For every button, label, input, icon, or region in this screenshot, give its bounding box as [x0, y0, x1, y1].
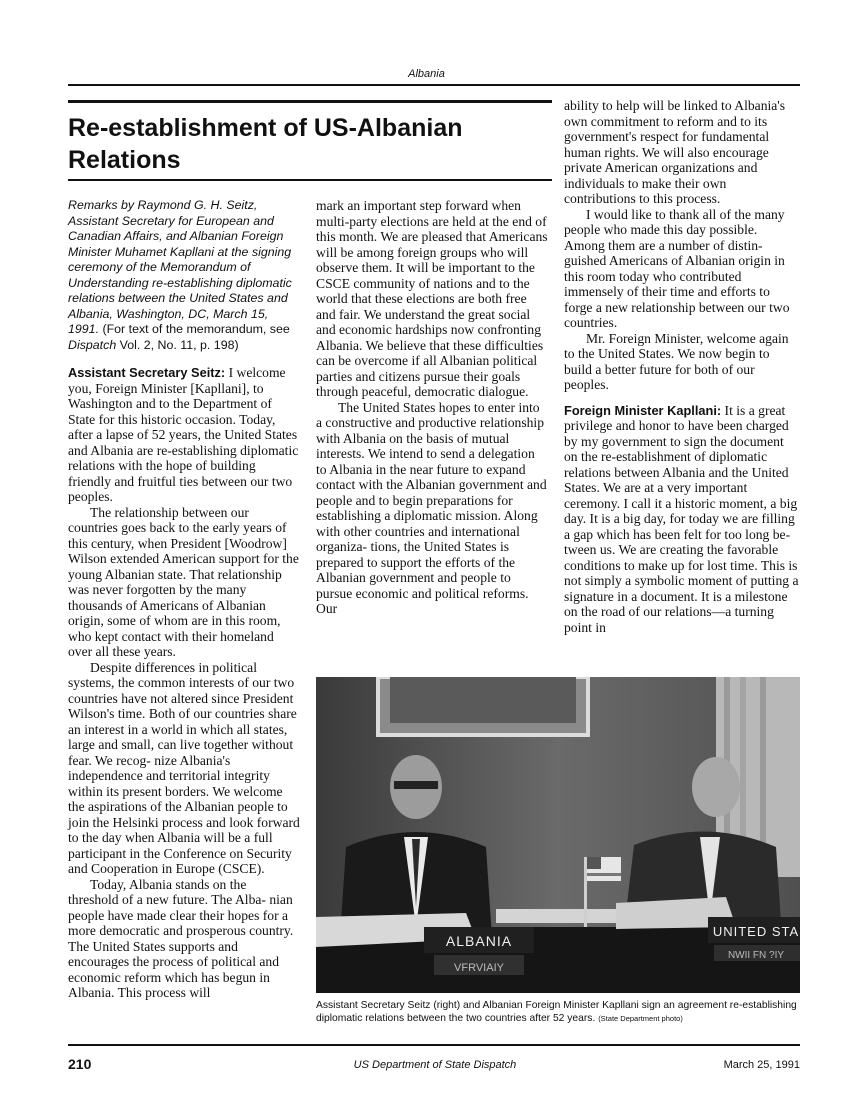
paragraph: The relationship between our countries goes back to the early years of this century, when President [Woodrow] Wilson extended American support for the young Albanian state. That relationship was never forgotten by the many thousands of Americans of Albanian origin, some of whom are in this room, who kept contact with their homeland over all these years. — [68, 504, 299, 659]
placard-albania-sub: VFRVIAIY — [454, 962, 504, 974]
footer-rule — [68, 1044, 800, 1046]
column-3 — [564, 98, 800, 635]
article-intro — [68, 198, 300, 353]
photo-credit: (State Department photo) — [598, 1014, 683, 1023]
intro-ref-suffix: Vol. 2, No. 11, p. 198) — [119, 337, 239, 352]
article-title: Re-establishment of US-Albanian Relations — [68, 114, 463, 174]
speaker-label: Assistant Secretary Seitz: — [68, 365, 226, 380]
paragraph: mark an important step forward when multi-party elections are held at the end of this month. We are pleased that Americans will be among foreign groups who will observe them. It will be important to the CSCE community of nations and to the world that these elections are both free and fair. We understand the great social and economic hardships now confronting Albania. We believe that these difficulties can be overcome if all Albanian political parties and citizens pursue their goals through peaceful, democratic dialogue. — [316, 198, 548, 399]
publication-name: US Department of State Dispatch — [353, 1059, 517, 1071]
placard-united-states: UNITED STA — [712, 924, 800, 939]
intro-ref-journal: Dispatch — [68, 337, 117, 352]
paragraph — [564, 403, 800, 636]
column-1 — [68, 198, 300, 1001]
paragraph-text: I welcome you, Foreign Minister [Kapllani], to Washington and to the Department of State for this historic occasion. Today, after a lapse of 52 years, the United States and Albania are re-establishing diplomatic relations with the hope of building friendly and fruitful ties between our two peoples. — [68, 365, 299, 504]
paragraph — [68, 365, 300, 505]
header-rule — [68, 84, 800, 86]
page-number: 210 — [68, 1056, 92, 1072]
placard-united-states-sub: NWII FN ?IY — [727, 950, 785, 961]
signing-ceremony-photo — [316, 677, 800, 993]
photo-illustration — [316, 677, 800, 993]
paragraph: I would like to thank all of the many people who made this day possible. Among them are a number of distin- guished Americans of Albanian origin in this room today who contributed immensely of their time and efforts to forge a new relationship between our two countries. — [564, 206, 790, 330]
paragraph: ability to help will be linked to Albania's own commitment to reform and to its government's respect for fundamental human rights. We will also encourage private American organizations and individuals to make their own contributions to this process. — [564, 98, 786, 206]
caption-text: Assistant Secretary Seitz (right) and Albanian Foreign Minister Kapllani sign an agreement re-establishing diplomatic relations between the two countries after 52 years. — [316, 1000, 797, 1024]
paragraph: Today, Albania stands on the threshold of a new future. The Alba- nian people have made clear their hopes for a more democratic and prosperous country. The United States supports and encourages the process of political and economic reform which has begun in Albania. This process will — [68, 876, 294, 1000]
speaker-label: Foreign Minister Kapllani: — [564, 402, 722, 418]
photo-caption — [316, 999, 800, 1025]
intro-ref-prefix: (For text of the memorandum, see — [102, 322, 290, 336]
paragraph-text: It is a great privilege and honor to have been charged by my government to sign the document on the re-establishment of diplomatic relations between Albania and the United States. We are at a very important ceremony. I call it a historic moment, a big day. It is a big day, for today we are filling a gap which has been felt for too long be- tween us. We are creating the favorable conditions to make up for lost time. This is not simply a symbolic moment of putting a signature in a document. It is a milestone on the road of our relations—a turning point in — [564, 402, 799, 635]
issue-date: March 25, 1991 — [723, 1059, 800, 1071]
paragraph: Despite differences in political systems, the common interests of our two countries have not altered since President Wilson's time. Both of our countries share an interest in a world in which all states, large and small, can live together without fear. We recog- nize Albania's independence and territorial integrity within its present borders. We welcome the aspirations of the Albanian people to join the Helsinki process and look forward to the day when Albania will be a full participant in the Conference on Security and Cooperation in Europe (CSCE). — [68, 659, 300, 876]
paragraph: The United States hopes to enter into a constructive and productive relationship with Albania on the basis of mutual interests. We intend to send a delegation to Albania in the near future to expand contact with the Albanian government and people and to begin preparations for establishing a diplomatic mission. Along with other countries and international organiza- tions, the United States is prepared to support the efforts of the Albanian government and people to pursue economic and political reforms. Our — [316, 399, 547, 616]
placard-albania: ALBANIA — [445, 933, 513, 949]
intro-text: Remarks by Raymond G. H. Seitz, Assistant Secretary for European and Canadian Affairs, and Albanian Foreign Minister Muhamet Kapllani at the signing ceremony of the Memorandum of Understanding re-establishing diplomatic relations between the United States and Albania, Washington, DC, March 15, 1991. — [68, 198, 292, 336]
title-bottom-rule — [68, 179, 552, 181]
title-top-rule — [68, 100, 552, 103]
column-2 — [316, 198, 548, 617]
running-head: Albania — [408, 68, 445, 80]
paragraph: Mr. Foreign Minister, welcome again to the United States. We now begin to build a better future for both of our peoples. — [564, 330, 789, 392]
